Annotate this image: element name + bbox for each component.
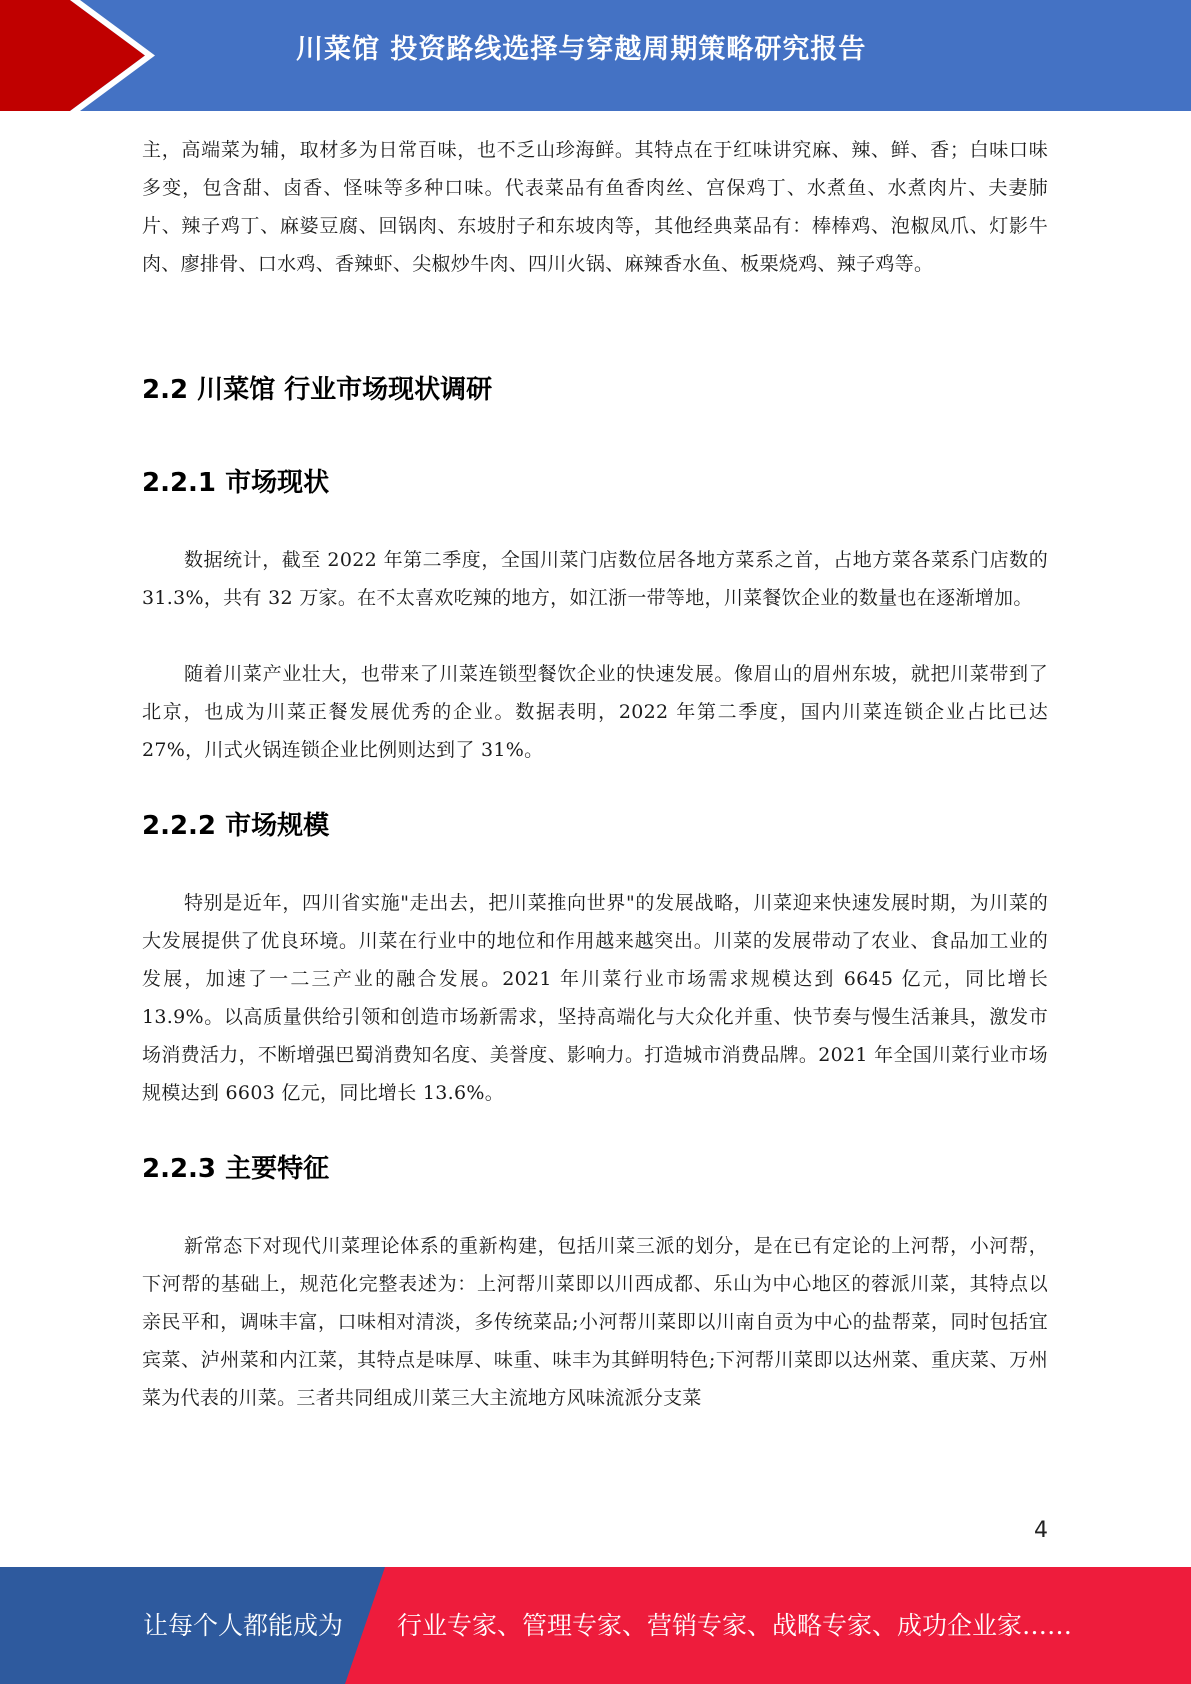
header-arrow-decoration (0, 0, 160, 111)
paragraph-main-features: 新常态下对现代川菜理论体系的重新构建，包括川菜三派的划分，是在已有定论的上河帮，小河帮，下河帮的基础上，规范化完整表述为：上河帮川菜即以川西成都、乐山为中心地区的蓉派川菜，其特点以亲民平和，调味丰富，口味相对清淡，多传统菜品;小河帮川菜即以川南自贡为中心的盐帮菜，同时包括宜宾菜、泸州菜和内江菜，其特点是味厚、味重、味丰为其鲜明特色;下河帮川菜即以达州菜、重庆菜、万州菜为代表的川菜。三者共同组成川菜三大主流地方风味流派分支菜 (142, 1235, 1048, 1409)
section-heading-2-2-3: 2.2.3 主要特征 (142, 1154, 330, 1184)
page-content (142, 131, 1048, 1417)
section-heading-2-2-2: 2.2.2 市场规模 (142, 811, 330, 841)
report-title: 川菜馆 投资路线选择与穿越周期策略研究报告 (296, 34, 867, 65)
page-footer (0, 1567, 1191, 1684)
paragraph-market-status-1: 数据统计，截至 2022 年第二季度，全国川菜门店数位居各地方菜系之首，占地方菜各菜系门店数的 31.3%，共有 32 万家。在不太喜欢吃辣的地方，如江浙一带等地，川菜餐饮企业的数量也在逐渐增加。 (142, 549, 1048, 609)
section-heading-2-2-1: 2.2.1 市场现状 (142, 468, 330, 498)
paragraph-market-status-2: 随着川菜产业壮大，也带来了川菜连锁型餐饮企业的快速发展。像眉山的眉州东坡，就把川菜带到了北京，也成为川菜正餐发展优秀的企业。数据表明，2022 年第二季度，国内川菜连锁企业占比已达 27%，川式火锅连锁企业比例则达到了 31%。 (142, 663, 1048, 761)
section-heading-2-2: 2.2 川菜馆 行业市场现状调研 (142, 375, 493, 405)
footer-slogan-left: 让每个人都能成为 (143, 1611, 344, 1640)
paragraph-market-size: 特别是近年，四川省实施"走出去，把川菜推向世界"的发展战略，川菜迎来快速发展时期，为川菜的大发展提供了优良环境。川菜在行业中的地位和作用越来越突出。川菜的发展带动了农业、食品加工业的发展，加速了一二三产业的融合发展。2021 年川菜行业市场需求规模达到 6645 亿元，同比增长 13.9%。以高质量供给引领和创造市场新需求，坚持高端化与大众化并重、快节奏与慢生活兼具，激发市场消费活力，不断增强巴蜀消费知名度、美誉度、影响力。打造城市消费品牌。2021 年全国川菜行业市场规模达到 6603 亿元，同比增长 13.6%。 (142, 892, 1048, 1104)
page-number: 4 (1034, 1518, 1048, 1543)
footer-slogan-right: 行业专家、管理专家、营销专家、战略专家、成功企业家…… (397, 1611, 1073, 1640)
page-header (0, 0, 1191, 111)
intro-paragraph: 主，高端菜为辅，取材多为日常百味，也不乏山珍海鲜。其特点在于红味讲究麻、辣、鲜、香；白味口味多变，包含甜、卤香、怪味等多种口味。代表菜品有鱼香肉丝、宫保鸡丁、水煮鱼、水煮肉片、夫妻肺片、辣子鸡丁、麻婆豆腐、回锅肉、东坡肘子和东坡肉等，其他经典菜品有：棒棒鸡、泡椒凤爪、灯影牛肉、廖排骨、口水鸡、香辣虾、尖椒炒牛肉、四川火锅、麻辣香水鱼、板栗烧鸡、辣子鸡等。 (142, 139, 1048, 275)
